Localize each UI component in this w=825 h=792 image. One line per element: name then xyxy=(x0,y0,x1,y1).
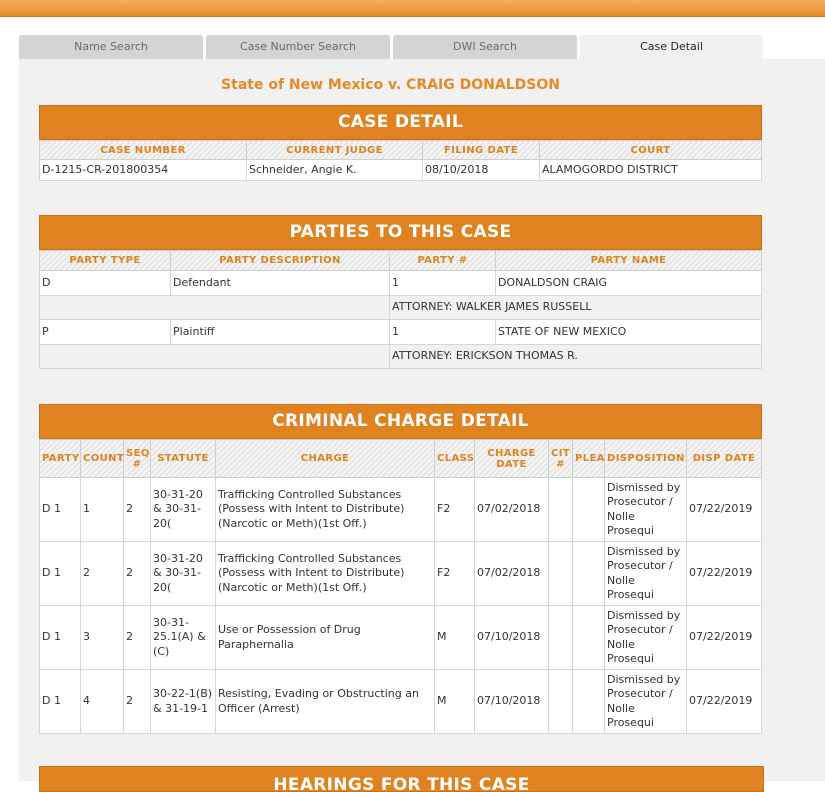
empty-cell xyxy=(40,345,390,369)
charge-disposition: Dismissed by Prosecutor / Nolle Prosequi xyxy=(605,478,687,542)
charge-description: Resisting, Evading or Obstructing an Officer (Arrest) xyxy=(216,670,435,734)
party-name: STATE OF NEW MEXICO xyxy=(496,320,762,345)
col-plea: PLEA xyxy=(573,440,605,478)
col-case-number: CASE NUMBER xyxy=(40,141,247,160)
charge-class: M xyxy=(435,606,475,670)
page-title: State of New Mexico v. CRAIG DONALDSON xyxy=(221,77,560,93)
parties-table xyxy=(39,250,762,369)
charge-statute: 30-31-25.1(A) & (C) xyxy=(151,606,216,670)
charge-plea xyxy=(573,478,605,542)
col-party-name: PARTY NAME xyxy=(496,251,762,271)
charge-plea xyxy=(573,542,605,606)
col-charge-date: CHARGE DATE xyxy=(475,440,549,478)
case-number-value: D-1215-CR-201800354 xyxy=(40,160,247,181)
table-row xyxy=(40,271,762,296)
charge-party: D 1 xyxy=(40,542,81,606)
tab-dwi-search[interactable]: DWI Search xyxy=(393,35,577,59)
tab-case-detail[interactable]: Case Detail xyxy=(580,35,763,59)
charge-party: D 1 xyxy=(40,606,81,670)
charge-statute: 30-22-1(B) & 31-19-1 xyxy=(151,670,216,734)
case-detail-heading: CASE DETAIL xyxy=(39,105,762,140)
col-filing-date: FILING DATE xyxy=(423,141,540,160)
charge-count: 2 xyxy=(81,542,124,606)
col-disposition: DISPOSITION xyxy=(605,440,687,478)
table-row xyxy=(40,478,762,542)
charge-disp-date: 07/22/2019 xyxy=(687,606,762,670)
parties-heading: PARTIES TO THIS CASE xyxy=(39,215,762,250)
charge-disposition: Dismissed by Prosecutor / Nolle Prosequi xyxy=(605,606,687,670)
charge-date: 07/02/2018 xyxy=(475,542,549,606)
charge-date: 07/10/2018 xyxy=(475,670,549,734)
col-class: CLASS xyxy=(435,440,475,478)
table-row xyxy=(40,606,762,670)
charge-cit xyxy=(549,606,573,670)
charge-description: Trafficking Controlled Substances (Possess with Intent to Distribute) (Narcotic or Meth)(1st Off.) xyxy=(216,542,435,606)
charge-class: F2 xyxy=(435,542,475,606)
charge-disp-date: 07/22/2019 xyxy=(687,670,762,734)
col-party-type: PARTY TYPE xyxy=(40,251,171,271)
party-name: DONALDSON CRAIG xyxy=(496,271,762,296)
filing-date-value: 08/10/2018 xyxy=(423,160,540,181)
party-attorney: ATTORNEY: WALKER JAMES RUSSELL xyxy=(390,296,762,320)
table-row xyxy=(40,670,762,734)
charge-plea xyxy=(573,606,605,670)
col-charge: CHARGE xyxy=(216,440,435,478)
charge-disp-date: 07/22/2019 xyxy=(687,478,762,542)
charge-date: 07/10/2018 xyxy=(475,606,549,670)
charges-table xyxy=(39,439,762,734)
charge-statute: 30-31-20 & 30-31-20( xyxy=(151,478,216,542)
tab-case-number-search[interactable]: Case Number Search xyxy=(206,35,390,59)
charge-description: Use or Possession of Drug Paraphernalia xyxy=(216,606,435,670)
content-panel xyxy=(19,59,825,792)
charge-statute: 30-31-20 & 30-31-20( xyxy=(151,542,216,606)
party-attorney: ATTORNEY: ERICKSON THOMAS R. xyxy=(390,345,762,369)
empty-cell xyxy=(40,296,390,320)
col-court: COURT xyxy=(540,141,762,160)
charge-seq: 2 xyxy=(124,478,151,542)
party-number: 1 xyxy=(390,271,496,296)
col-party-number: PARTY # xyxy=(390,251,496,271)
charge-cit xyxy=(549,670,573,734)
charge-date: 07/02/2018 xyxy=(475,478,549,542)
table-row xyxy=(40,296,762,320)
charge-class: M xyxy=(435,670,475,734)
charges-heading: CRIMINAL CHARGE DETAIL xyxy=(39,404,762,439)
hearings-heading xyxy=(39,766,764,792)
charges-section xyxy=(39,404,762,734)
hearings-heading-text: HEARINGS FOR THIS CASE xyxy=(273,775,530,792)
charge-description: Trafficking Controlled Substances (Possess with Intent to Distribute) (Narcotic or Meth)(1st Off.) xyxy=(216,478,435,542)
party-description: Plaintiff xyxy=(171,320,390,345)
case-detail-section xyxy=(39,105,762,181)
col-count: COUNT xyxy=(81,440,124,478)
tab-name-search[interactable]: Name Search xyxy=(19,35,203,59)
charge-party: D 1 xyxy=(40,478,81,542)
table-row xyxy=(40,320,762,345)
charge-seq: 2 xyxy=(124,670,151,734)
charge-count: 1 xyxy=(81,478,124,542)
party-description: Defendant xyxy=(171,271,390,296)
court-value: ALAMOGORDO DISTRICT xyxy=(540,160,762,181)
charge-cit xyxy=(549,542,573,606)
charge-disposition: Dismissed by Prosecutor / Nolle Prosequi xyxy=(605,670,687,734)
table-row xyxy=(40,542,762,606)
col-party: PARTY xyxy=(40,440,81,478)
col-disp-date: DISP DATE xyxy=(687,440,762,478)
col-party-description: PARTY DESCRIPTION xyxy=(171,251,390,271)
case-detail-table xyxy=(39,140,762,181)
charge-class: F2 xyxy=(435,478,475,542)
party-type: D xyxy=(40,271,171,296)
current-judge-value: Schneider, Angie K. xyxy=(247,160,423,181)
parties-section xyxy=(39,215,762,369)
col-current-judge: CURRENT JUDGE xyxy=(247,141,423,160)
charge-cit xyxy=(549,478,573,542)
party-number: 1 xyxy=(390,320,496,345)
col-seq: SEQ # xyxy=(124,440,151,478)
charge-plea xyxy=(573,670,605,734)
party-type: P xyxy=(40,320,171,345)
col-cit: CIT # xyxy=(549,440,573,478)
charge-seq: 2 xyxy=(124,606,151,670)
charge-seq: 2 xyxy=(124,542,151,606)
charge-party: D 1 xyxy=(40,670,81,734)
top-banner xyxy=(0,0,825,17)
charge-count: 4 xyxy=(81,670,124,734)
charge-disposition: Dismissed by Prosecutor / Nolle Prosequi xyxy=(605,542,687,606)
table-row xyxy=(40,345,762,369)
charge-disp-date: 07/22/2019 xyxy=(687,542,762,606)
charge-count: 3 xyxy=(81,606,124,670)
col-statute: STATUTE xyxy=(151,440,216,478)
